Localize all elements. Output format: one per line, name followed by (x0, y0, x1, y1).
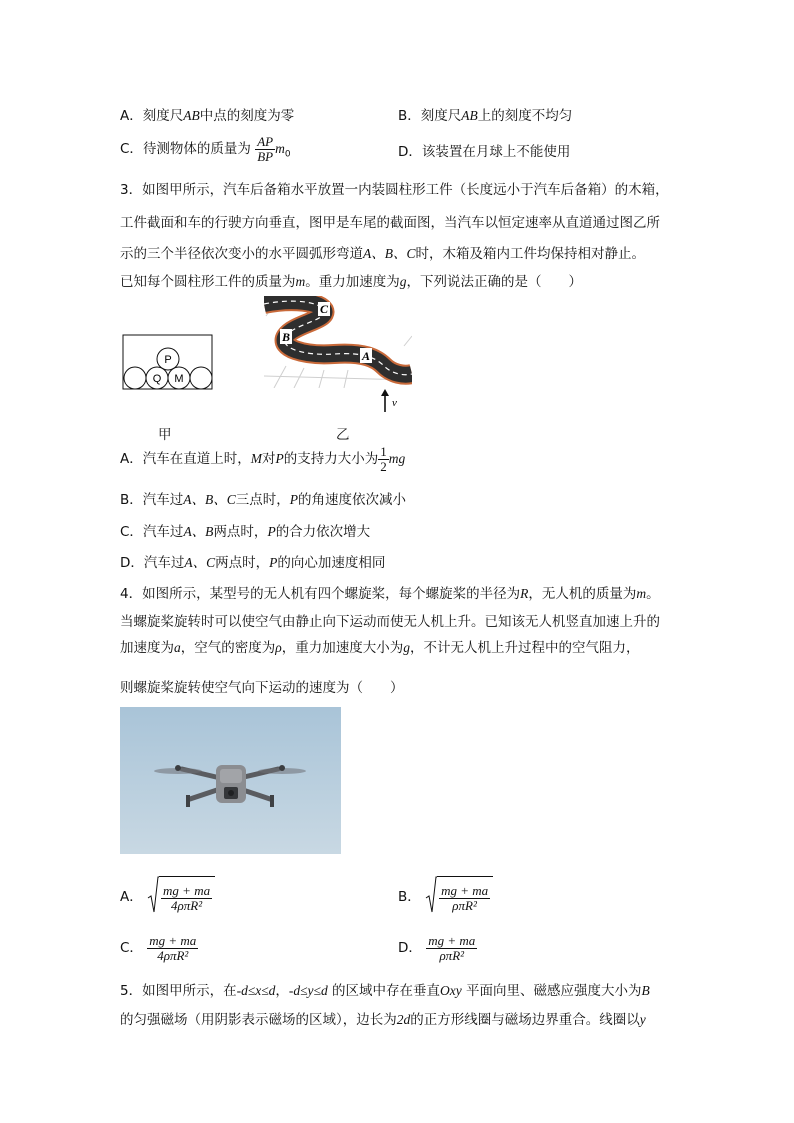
q4-option-d: D． $\frac{mg + ma}{\text{ρπR²}}$ (398, 932, 476, 963)
q4-line-3: 加速度为a，空气的密度为ρ，重力加速度大小为g，不计无人机上升过程中的空气阻力， (120, 640, 640, 656)
sqrt-icon: $\frac{mg + ma}{\text{4ρπR²}}$ (147, 876, 215, 918)
q2-option-b: B．刻度尺AB上的刻度不均匀 (398, 108, 573, 124)
drone-photo (120, 707, 341, 854)
q5-line-2: 的匀强磁场（用阴影表示磁场的区域），边长为2d的正方形线圈与磁场边界重合。线圈以y (120, 1012, 646, 1028)
fraction-ap-bp: $\frac{AP}{BP}$ (257, 133, 274, 164)
q4-line-2: 当螺旋桨旋转时可以使空气由静止向下运动而使无人机上升。已知该无人机竖直加速上升的 (120, 614, 660, 630)
q3-line-2: 工件截面和车的行驶方向垂直，图甲是车尾的截面图，当汽车以恒定速率从直道通过图乙所 (120, 215, 660, 231)
q4-line-1: 4．如图所示，某型号的无人机有四个螺旋桨，每个螺旋桨的半径为R，无人机的质量为m。 (120, 586, 660, 602)
label-q: Q (152, 373, 162, 385)
road-label-a: A (361, 349, 371, 363)
q2-option-c: C．待测物体的质量为 $\frac{AP}{BP}$ $m_0$ (120, 133, 291, 164)
q4-option-c: C． $\frac{mg + ma}{\text{4ρπR²}}$ (120, 932, 197, 963)
q2-option-d: D．该装置在月球上不能使用 (398, 144, 571, 160)
velocity-label: v (392, 397, 397, 409)
q3-option-a: A．汽车在直道上时，M对P的支持力大小为 $\frac{1}{2}$ mg (120, 443, 406, 474)
caption-jia: 甲 (158, 427, 172, 443)
label-p: P (164, 354, 172, 366)
label-m: M (174, 373, 184, 385)
velocity-arrow-icon (378, 388, 404, 414)
q3-option-d: D．汽车过A、C两点时，P的向心加速度相同 (120, 555, 386, 571)
q4-option-b: B． $\frac{mg + ma}{\text{ρπR²}}$ (398, 876, 493, 918)
q3-line-4: 已知每个圆柱形工件的质量为m。重力加速度为g，下列说法正确的是（ ） (120, 274, 582, 290)
sqrt-icon: $\frac{mg + ma}{\text{ρπR²}}$ (425, 876, 493, 918)
road-label-b: B (281, 330, 291, 344)
figure-yi-road (264, 296, 412, 388)
q5-line-1: 5．如图甲所示，在-d≤x≤d，-d≤y≤d 的区域中存在垂直Oxy 平面向里、磁感应强度大小为B (120, 983, 650, 999)
road-label-c: C (319, 302, 329, 316)
figure-jia-box (122, 333, 214, 391)
q4-option-a: A． $\frac{mg + ma}{\text{4ρπR²}}$ (120, 876, 215, 918)
q2-option-a: A．刻度尺AB中点的刻度为零 (120, 108, 295, 124)
caption-yi: 乙 (336, 427, 350, 443)
q3-line-1: 3．如图甲所示，汽车后备箱水平放置一内装圆柱形工件（长度远小于汽车后备箱）的木箱， (120, 182, 669, 198)
q3-option-c: C．汽车过A、B两点时，P的合力依次增大 (120, 524, 371, 540)
q4-line-4: 则螺旋桨旋转使空气向下运动的速度为（ ） (120, 680, 404, 696)
q3-line-3: 示的三个半径依次变小的水平圆弧形弯道A、B、C时，木箱及箱内工件均保持相对静止。 (120, 246, 645, 262)
q3-option-b: B．汽车过A、B、C三点时，P的角速度依次减小 (120, 492, 407, 508)
